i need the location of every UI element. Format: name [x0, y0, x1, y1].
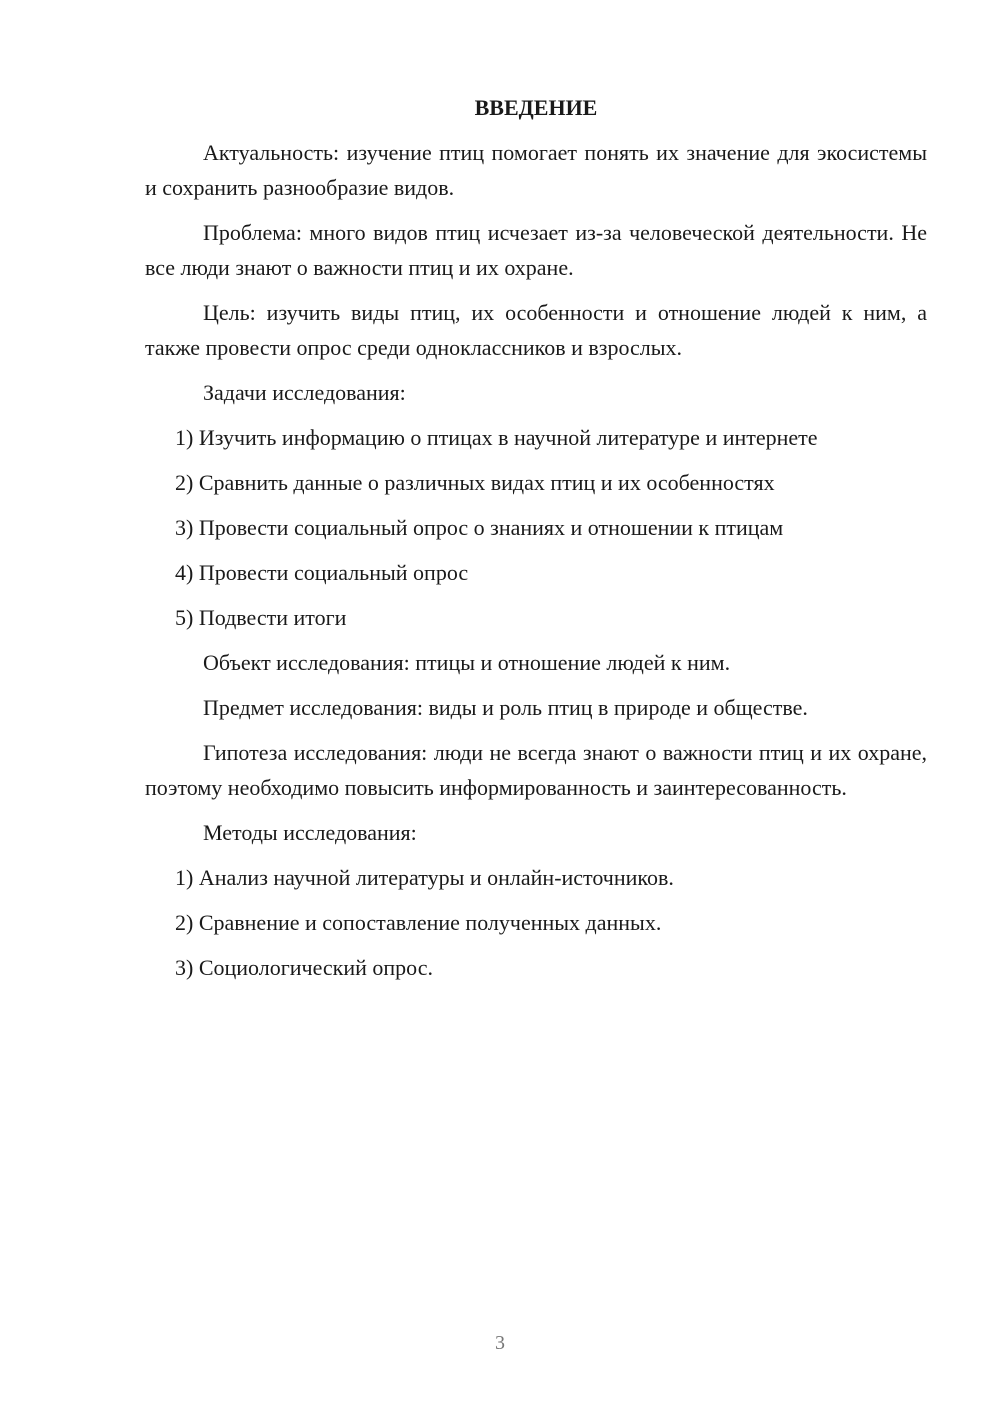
page-number: 3 [495, 1332, 505, 1354]
section-title: ВВЕДЕНИЕ [474, 95, 598, 120]
method-item-3: 3) Социологический опрос. [175, 955, 433, 980]
task-item-5: 5) Подвести итоги [175, 605, 347, 630]
tasks-heading: Задачи исследования: [203, 380, 406, 405]
task-item-3: 3) Провести социальный опрос о знаниях и отношении к птицам [175, 515, 784, 540]
method-item-2: 2) Сравнение и сопоставление полученных данных. [175, 910, 662, 935]
goal-paragraph: Цель: изучить виды птиц, их особенности и отношение людей к ним, а также провести опрос среди одноклассников и взрослых. [145, 300, 927, 360]
method-item-1: 1) Анализ научной литературы и онлайн-источников. [175, 865, 674, 890]
relevance-paragraph: Актуальность: изучение птиц помогает понять их значение для экосистемы и сохранить разнообразие видов. [145, 140, 927, 200]
task-item-2: 2) Сравнить данные о различных видах птиц и их особенностях [175, 470, 775, 495]
task-item-1: 1) Изучить информацию о птицах в научной литературе и интернете [175, 425, 818, 450]
problem-paragraph: Проблема: много видов птиц исчезает из-за человеческой деятельности. Не все люди знают о важности птиц и их охране. [145, 220, 927, 280]
task-item-4: 4) Провести социальный опрос [175, 560, 469, 585]
methods-heading: Методы исследования: [203, 820, 417, 845]
document-page [145, 90, 927, 985]
object-line: Объект исследования: птицы и отношение людей к ним. [203, 650, 731, 675]
subject-line: Предмет исследования: виды и роль птиц в природе и обществе. [203, 695, 808, 720]
hypothesis-paragraph: Гипотеза исследования: люди не всегда знают о важности птиц и их охране, поэтому необходимо повысить информированность и заинтересованность. [145, 740, 927, 800]
